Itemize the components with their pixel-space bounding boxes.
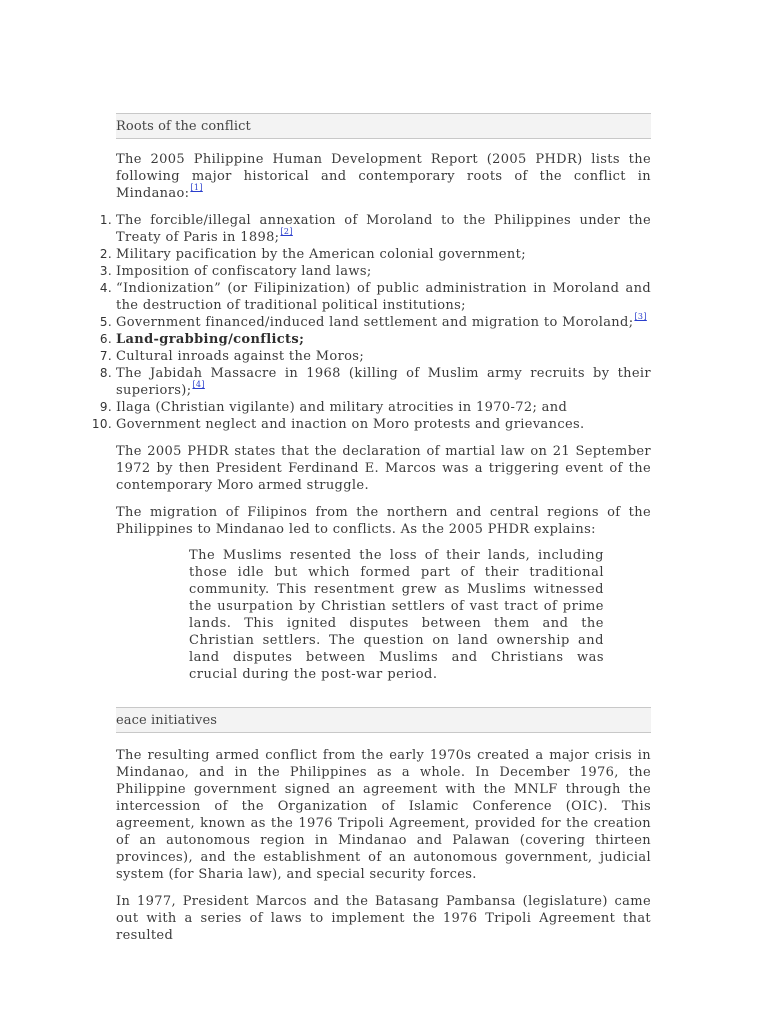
section-heading-peace bbox=[116, 707, 651, 733]
list-item-text: Ilaga (Christian vigilante) and military atrocities in 1970-72; and bbox=[116, 400, 568, 415]
list-number: 5. bbox=[99, 315, 112, 329]
list-number: 7. bbox=[99, 349, 112, 363]
section-title-peace: eace initiatives bbox=[116, 713, 218, 728]
list-number: 9. bbox=[99, 400, 112, 414]
migration-paragraph: The migration of Filipinos from the northern and central regions of the Philippines to Mindanao led to conflicts. As the 2005 PHDR explains: bbox=[116, 505, 651, 537]
list-item-text: Government neglect and inaction on Moro protests and grievances. bbox=[116, 417, 585, 432]
footnote-link[interactable]: [2] bbox=[280, 227, 293, 236]
document-page bbox=[91, 113, 651, 944]
intro-paragraph bbox=[116, 151, 651, 202]
roots-list-item bbox=[99, 399, 651, 416]
footnote-link[interactable]: [3] bbox=[634, 312, 647, 321]
list-item-text: The forcible/illegal annexation of Moroland to the Philippines under the Treaty of Paris in 1898; bbox=[116, 213, 651, 245]
peace-paragraph-2: In 1977, President Marcos and the Batasang Pambansa (legislature) came out with a series of laws to implement the 1976 Tripoli Agreement that resulted bbox=[116, 894, 651, 943]
list-number: 8. bbox=[99, 366, 112, 380]
list-number: 10. bbox=[91, 417, 112, 431]
roots-list bbox=[91, 212, 651, 433]
list-item-text: Government financed/induced land settlement and migration to Moroland; bbox=[116, 315, 634, 330]
footnote-link[interactable]: [4] bbox=[192, 380, 205, 389]
list-item-text: Military pacification by the American colonial government; bbox=[116, 247, 526, 262]
section-title-roots: Roots of the conflict bbox=[116, 119, 251, 134]
list-item-text: The Jabidah Massacre in 1968 (killing of Muslim army recruits by their superiors); bbox=[116, 366, 651, 398]
list-item-text: Imposition of confiscatory land laws; bbox=[116, 264, 372, 279]
roots-list-item bbox=[99, 312, 651, 331]
roots-list-item bbox=[99, 348, 651, 365]
list-number: 3. bbox=[99, 264, 112, 278]
quote-text: The Muslims resented the loss of their lands, including those idle but which formed part of their traditional community. This resentment grew as Muslims witnessed the usurpation by Christian settlers of vast tract of prime lands. This ignited disputes between them and the Christian settlers. The question on land ownership and land disputes between Muslims and Christians was crucial during the post-war period. bbox=[189, 548, 604, 682]
roots-list-item bbox=[99, 365, 651, 399]
peace-paragraph-1: The resulting armed conflict from the early 1970s created a major crisis in Mindanao, and in the Philippines as a whole. In December 1976, the Philippine government signed an agreement with the MNLF through the intercession of the Organization of Islamic Conference (OIC). This agreement, known as the 1976 Tripoli Agreement, provided for the creation of an autonomous region in Mindanao and Palawan (covering thirteen provinces), and the establishment of an autonomous government, judicial system (for Sharia law), and special security forces. bbox=[116, 748, 651, 882]
martial-law-paragraph: The 2005 PHDR states that the declaration of martial law on 21 September 1972 by then President Ferdinand E. Marcos was a triggering event of the contemporary Moro armed struggle. bbox=[116, 444, 651, 493]
list-number: 4. bbox=[99, 281, 112, 295]
roots-list-item bbox=[99, 280, 651, 314]
phdr-quote bbox=[116, 547, 604, 683]
section-heading-roots bbox=[116, 113, 651, 139]
roots-list-item bbox=[99, 212, 651, 246]
roots-list-item bbox=[91, 416, 651, 433]
list-number: 1. bbox=[99, 213, 112, 227]
footnote-link-1[interactable]: [1] bbox=[190, 183, 203, 192]
roots-list-item bbox=[99, 246, 651, 263]
list-item-text: Land-grabbing/conflicts; bbox=[116, 332, 305, 347]
list-item-text: “Indionization” (or Filipinization) of public administration in Moroland and the destruction of traditional political institutions; bbox=[116, 281, 651, 313]
list-number: 6. bbox=[99, 332, 112, 346]
roots-list-item bbox=[99, 263, 651, 280]
roots-list-item bbox=[99, 331, 651, 348]
list-item-text: Cultural inroads against the Moros; bbox=[116, 349, 365, 364]
list-number: 2. bbox=[99, 247, 112, 261]
intro-text: The 2005 Philippine Human Development Report (2005 PHDR) lists the following major historical and contemporary roots of the conflict in Mindanao: bbox=[116, 152, 651, 201]
